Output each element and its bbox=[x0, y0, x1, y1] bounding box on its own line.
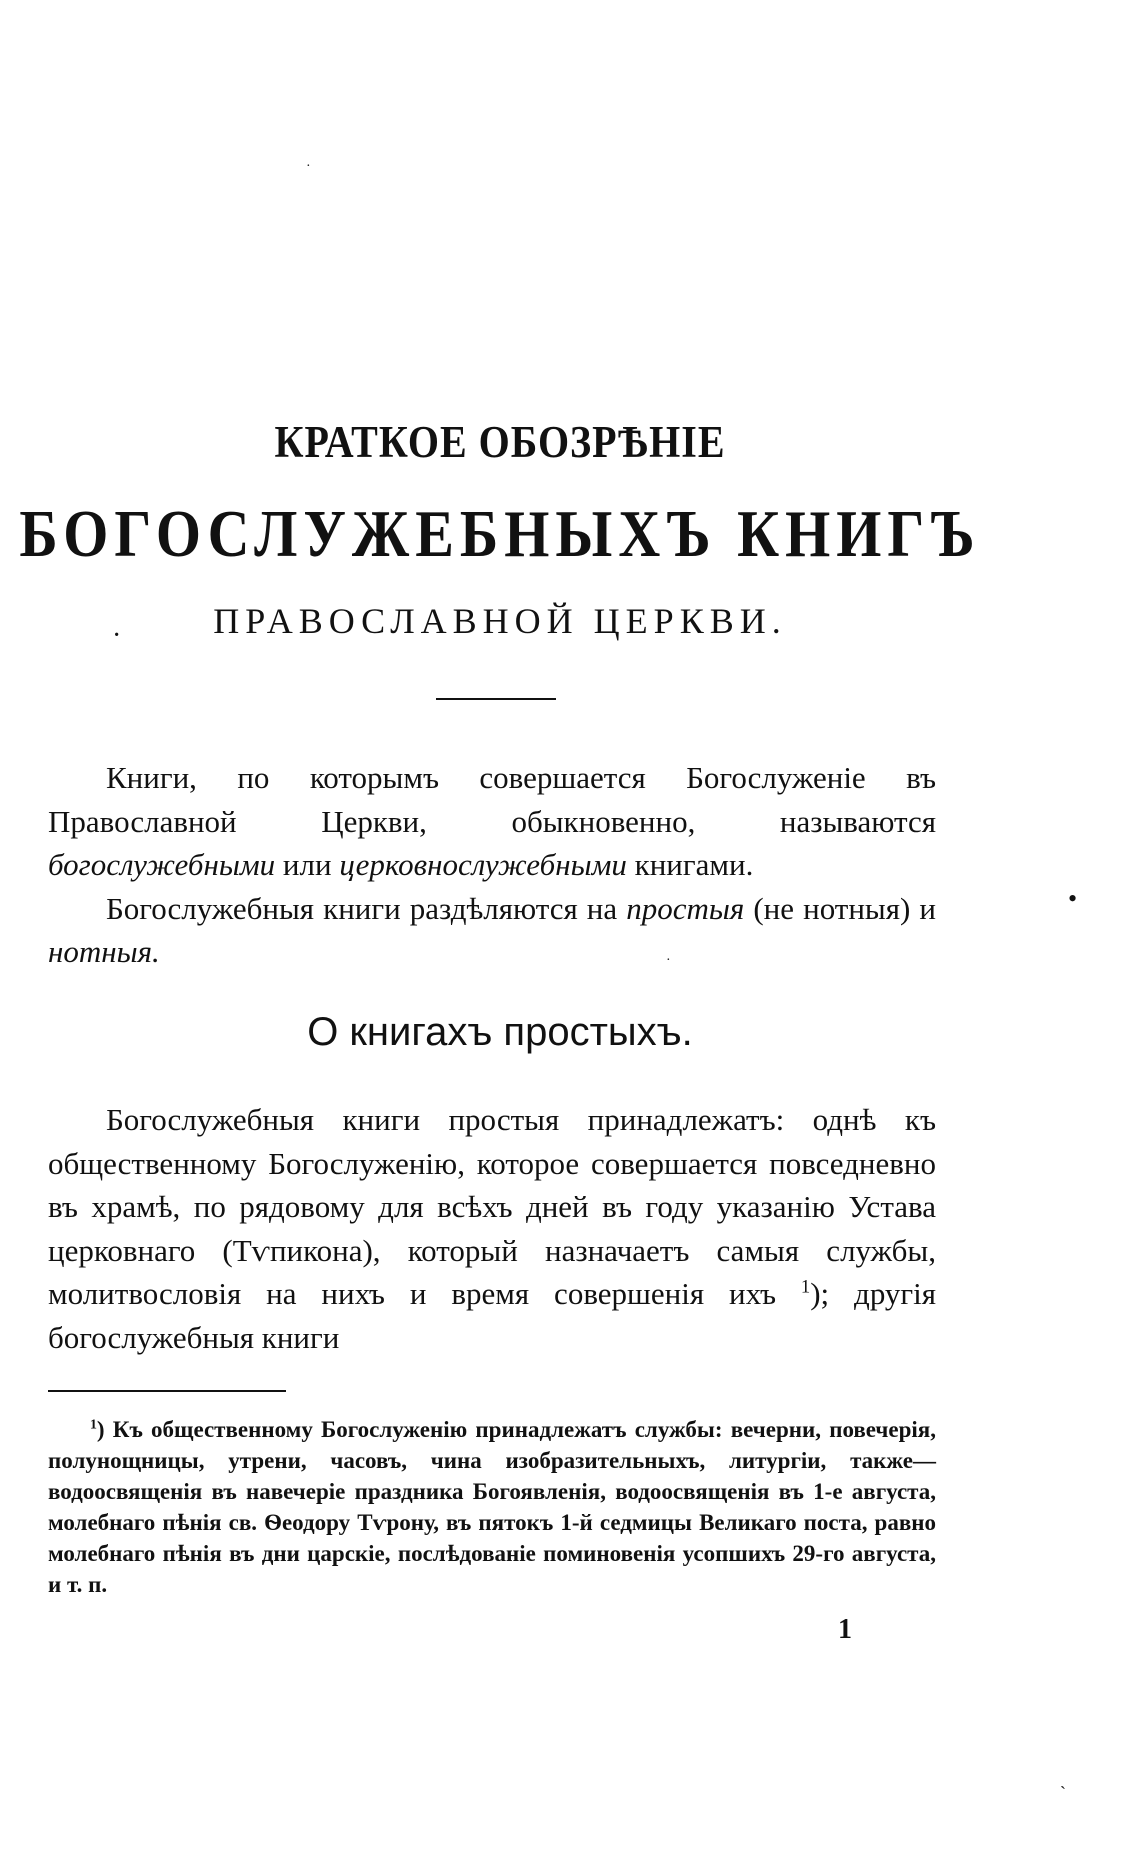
footnote-marker: 1 bbox=[90, 1416, 97, 1432]
section-heading: О книгахъ простыхъ. bbox=[307, 1010, 693, 1054]
title-line-1: КРАТКОЕ ОБОЗРѢНІЕ bbox=[274, 415, 726, 468]
page-number: 1 bbox=[838, 1614, 852, 1645]
intro-paragraph-1 bbox=[48, 756, 936, 887]
section-paragraph bbox=[48, 1098, 936, 1359]
intro-p2-italic-1: простыя bbox=[626, 890, 745, 926]
intro-p1-italic-2: церковнослужебными bbox=[339, 847, 627, 882]
intro-p1-italic-1: богослужебными bbox=[48, 847, 276, 882]
footnote-reference: 1 bbox=[800, 1276, 811, 1298]
intro-paragraph-2 bbox=[48, 887, 936, 974]
title-line-3: ПРАВОСЛАВНОЙ ЦЕРКВИ. bbox=[213, 601, 787, 641]
footnote-divider bbox=[48, 1390, 286, 1392]
footnote-text: ) Къ общественному Богослуженію принадлежатъ службы: вечерни, повечерія, полунощницы, утрени, часовъ, чина изобразительныхъ, литургіи, также—водоосвященія въ навечеріе праздника Богоявленія, водоосвященія въ 1-е августа, молебнаго пѣнія св. Ѳеодору Тѵрону, въ пятокъ 1-й седмицы Великаго поста, равно молебнаго пѣнія въ дни царскіе, послѣдованіе поминовенія усопшихъ 29-го августа, и т. п. bbox=[48, 1417, 936, 1597]
title-line-2: БОГОСЛУЖЕБНЫХЪ КНИГЪ bbox=[19, 496, 981, 571]
stray-speck-4: ˏ bbox=[1060, 1769, 1066, 1789]
intro-p2-italic-2: нотныя. bbox=[48, 934, 160, 969]
intro-p1-text-2: или bbox=[275, 847, 340, 882]
intro-p1-text-3: книгами. bbox=[626, 847, 754, 882]
intro-p2-text: Богослужебныя книги раздѣляются на bbox=[106, 890, 627, 926]
stray-speck-2: • bbox=[1068, 884, 1078, 913]
footnote-paragraph bbox=[48, 1414, 936, 1600]
title-divider bbox=[436, 698, 556, 700]
stray-speck-1: · bbox=[306, 159, 311, 174]
stray-dot-mark: · bbox=[112, 620, 122, 651]
section-body-text: Богослужебныя книги простыя принадлежатъ: однѣ къ общественному Богослуженію, которое совершается повседневно въ храмѣ, по рядовому для всѣхъ дней въ году указанію Устава церковнаго (Тѵпикона), который назначаетъ самыя службы, молитвословія на нихъ и время совершенія ихъ bbox=[48, 1102, 936, 1311]
footnote bbox=[48, 1414, 936, 1600]
section-body bbox=[48, 1098, 936, 1359]
intro-p1-text: Книги, по которымъ совершается Богослуженіе въ Православной Церкви, обыкновенно, называются bbox=[48, 760, 936, 839]
intro-p2-text-2: (не нотныя) и bbox=[744, 890, 936, 926]
intro-text bbox=[48, 756, 936, 974]
section-body-text-2: ); другія богослужебныя книги bbox=[48, 1276, 937, 1355]
stray-speck-3: · bbox=[666, 953, 671, 968]
